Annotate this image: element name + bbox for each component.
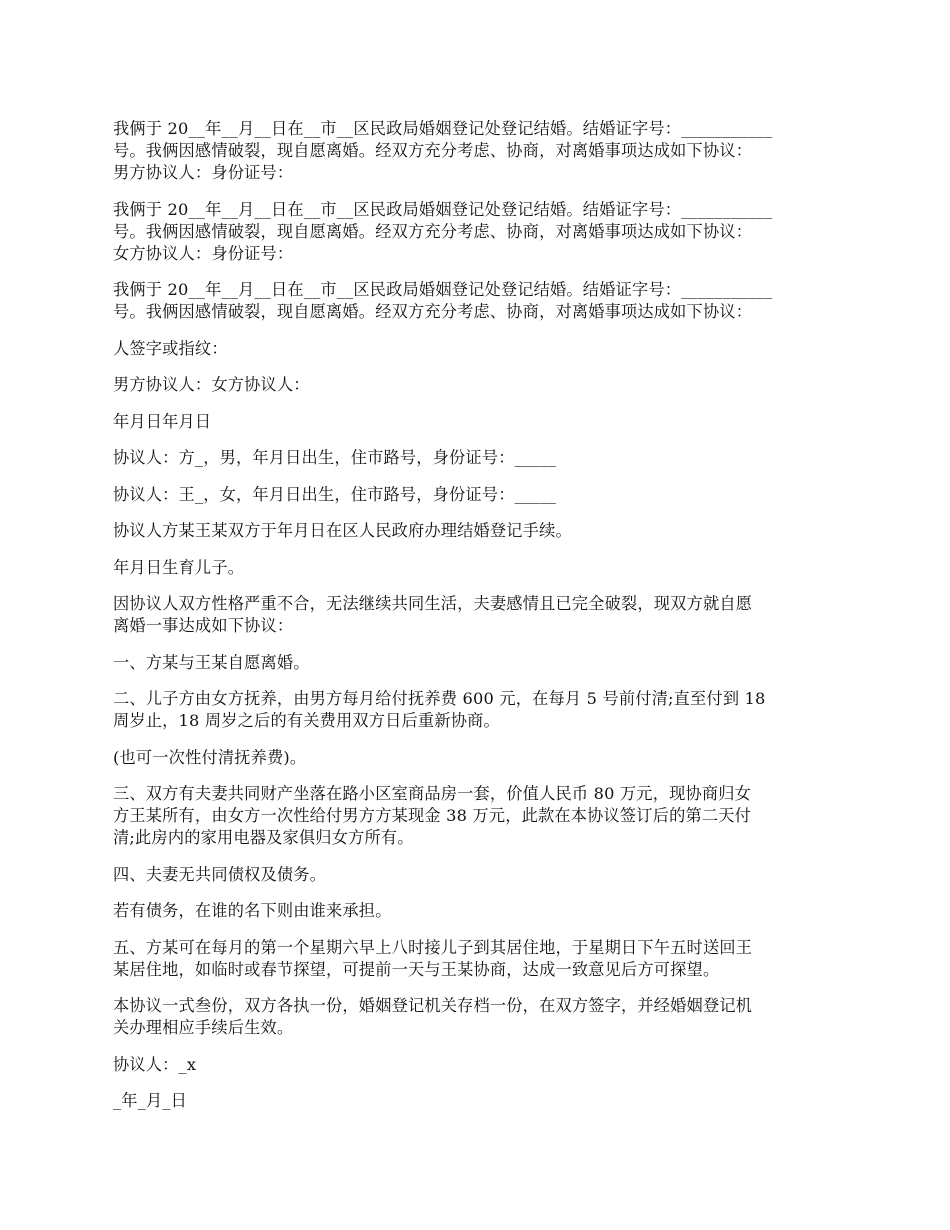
text-line: 我俩于 20__年__月__日在__市__区民政局婚姻登记处登记结婚。结婚证字号：___________ — [113, 280, 773, 299]
text-line: 号。我俩因感情破裂，现自愿离婚。经双方充分考虑、协商，对离婚事项达成如下协议： — [113, 141, 753, 160]
text-line: 四、夫妻无共同债权及债务。 — [113, 864, 327, 884]
paragraph-party-male — [113, 447, 841, 469]
text-line: 男方协议人：身份证号： — [113, 163, 294, 182]
paragraph-parties — [113, 374, 841, 396]
paragraph-dates — [113, 411, 841, 433]
paragraph-signatory — [113, 1054, 841, 1076]
text-line: 号。我俩因感情破裂，现自愿离婚。经双方充分考虑、协商，对离婚事项达成如下协议： — [113, 221, 753, 241]
paragraph-signing-date — [113, 1090, 841, 1112]
text-line: 协议人：方_，男，年月日出生，住市路号，身份证号：_____ — [113, 448, 557, 467]
text-line: (也可一次性付清抚养费)。 — [113, 747, 307, 767]
paragraph-intro-1 — [113, 118, 841, 184]
text-line: 男方协议人：女方协议人： — [113, 375, 310, 394]
text-line: 周岁止，18 周岁之后的有关费用双方日后重新协商。 — [113, 711, 500, 730]
text-line: 我俩于 20__年__月__日在__市__区民政局婚姻登记处登记结婚。结婚证字号：___________ — [113, 119, 773, 138]
text-line: 年月日生育儿子。 — [113, 557, 245, 577]
text-line: 二、儿子方由女方抚养，由男方每月给付抚养费 600 元，在每月 5 号前付清;直至付到 18 — [113, 689, 766, 708]
text-line: 方王某所有，由女方一次性给付男方方某现金 38 万元，此款在本协议签订后的第二天付 — [113, 806, 752, 825]
paragraph-intro-2 — [113, 199, 841, 265]
text-line: 本协议一式叁份，双方各执一份，婚姻登记机关存档一份，在双方签字，并经婚姻登记机 — [113, 996, 753, 1015]
text-line: 五、方某可在每月的第一个星期六早上八时接儿子到其居住地，于星期日下午五时送回王 — [113, 937, 753, 957]
text-line: 关办理相应手续后生效。 — [113, 1018, 294, 1037]
paragraph-party-female — [113, 484, 841, 506]
text-line: 一、方某与王某自愿离婚。 — [113, 652, 310, 672]
text-line: 三、双方有夫妻共同财产坐落在路小区室商品房一套，价值人民币 80 万元，现协商归女 — [113, 784, 752, 803]
text-line: 离婚一事达成如下协议： — [113, 616, 294, 635]
text-line: 协议人：_x — [113, 1054, 197, 1074]
paragraph-marriage-registration — [113, 520, 841, 542]
paragraph-reason — [113, 593, 841, 637]
text-line: 协议人：王_，女，年月日出生，住市路号，身份证号：_____ — [113, 484, 557, 504]
document-body — [113, 118, 841, 1127]
text-line: _年_月_日 — [113, 1091, 188, 1110]
paragraph-clause-2 — [113, 688, 841, 732]
paragraph-clause-2-note — [113, 747, 841, 769]
paragraph-clause-5 — [113, 937, 841, 981]
paragraph-clause-4-note — [113, 900, 841, 922]
paragraph-signature-note — [113, 338, 841, 360]
text-line: 因协议人双方性格严重不合，无法继续共同生活，夫妻感情且已完全破裂，现双方就自愿 — [113, 594, 753, 613]
paragraph-clause-3 — [113, 783, 841, 849]
paragraph-child-birth — [113, 557, 841, 579]
text-line: 协议人方某王某双方于年月日在区人民政府办理结婚登记手续。 — [113, 521, 572, 540]
paragraph-clause-1 — [113, 652, 841, 674]
text-line: 女方协议人：身份证号： — [113, 243, 294, 263]
text-line: 号。我俩因感情破裂，现自愿离婚。经双方充分考虑、协商，对离婚事项达成如下协议： — [113, 302, 753, 321]
text-line: 若有债务，在谁的名下则由谁来承担。 — [113, 901, 392, 920]
paragraph-clause-4 — [113, 864, 841, 886]
text-line: 清;此房内的家用电器及家俱归女方所有。 — [113, 828, 414, 847]
paragraph-intro-3 — [113, 279, 841, 323]
text-line: 年月日年月日 — [113, 411, 212, 431]
text-line: 人签字或指纹： — [113, 338, 228, 358]
paragraph-copies — [113, 995, 841, 1039]
text-line: 我俩于 20__年__月__日在__市__区民政局婚姻登记处登记结婚。结婚证字号：___________ — [113, 199, 773, 219]
text-line: 某居住地，如临时或春节探望，可提前一天与王某协商，达成一致意见后方可探望。 — [113, 959, 720, 979]
